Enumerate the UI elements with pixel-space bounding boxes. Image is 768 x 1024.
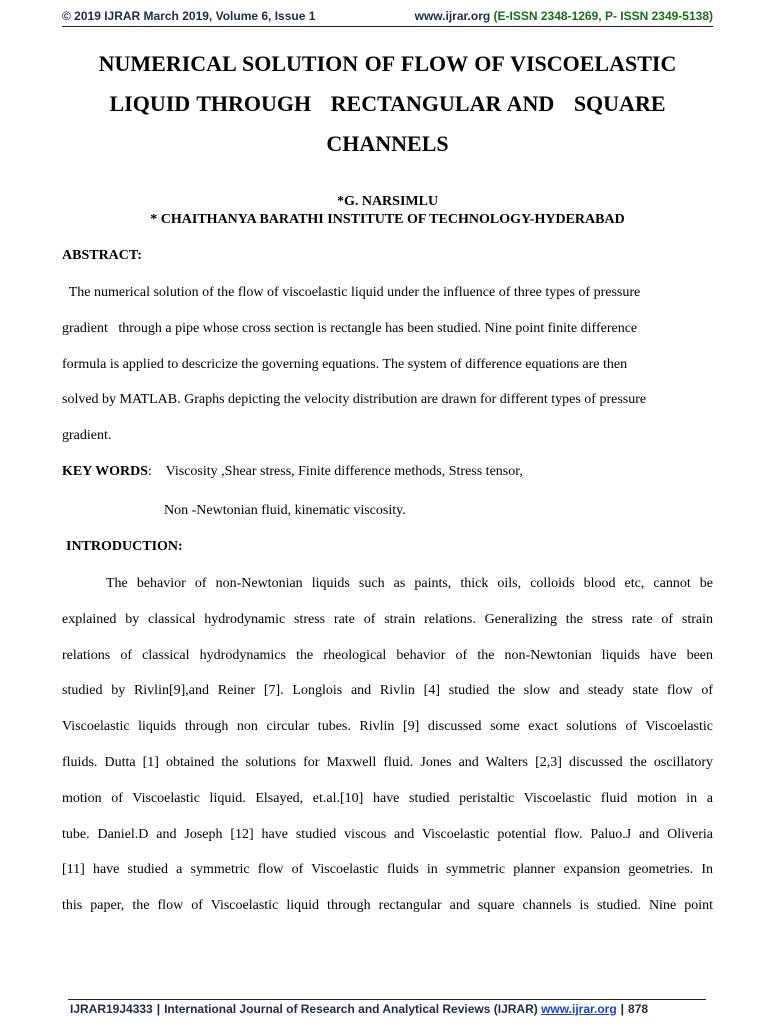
intro-line: explained by classical hydrodynamic stress rate of strain relations. Generalizing the stress rate of strain — [62, 611, 713, 627]
abstract-line: formula is applied to descricize the governing equations. The system of difference equations are then — [62, 356, 628, 372]
intro-line: motion of Viscoelastic liquid. Elsayed, et.al.[10] have studied peristaltic Viscoelastic fluid motion in a — [62, 790, 713, 806]
title-line-1: NUMERICAL SOLUTION OF FLOW OF VISCOELASTIC — [98, 51, 677, 76]
abstract-heading: ABSTRACT: — [62, 248, 142, 263]
intro-line: studied by Rivlin[9],and Reiner [7]. Longlois and Rivlin [4] studied the slow and steady state flow of — [62, 683, 713, 699]
author-name: *G. NARSIMLU — [336, 194, 439, 209]
footer-divider — [68, 999, 706, 1000]
abstract-line: gradient. — [62, 428, 112, 444]
header-site-link[interactable]: www.ijrar.org — [414, 9, 491, 23]
author-affiliation: * CHAITHANYA BARATHI INSTITUTE OF TECHNOLOGY-HYDERABAD — [150, 212, 625, 227]
abstract-line: The numerical solution of the flow of viscoelastic liquid under the influence of three types of pressure — [62, 285, 641, 300]
running-header — [62, 9, 713, 26]
author-block — [62, 193, 713, 229]
keywords-text-1: : Viscosity ,Shear stress, Finite difference methods, Stress tensor, — [147, 464, 523, 479]
intro-line: Viscoelastic liquids through non circular tubes. Rivlin [9] discussed some exact solutions of Viscoelastic — [62, 719, 713, 735]
intro-line: The behavior of non-Newtonian liquids such as paints, thick oils, colloids blood etc, cannot be — [106, 576, 713, 591]
title-line-3: CHANNELS — [326, 131, 449, 156]
footer-page-number: 878 — [628, 1002, 649, 1016]
intro-line: fluids. Dutta [1] obtained the solutions for Maxwell fluid. Jones and Walters [2,3] discussed the oscillatory — [62, 754, 713, 770]
intro-line: this paper, the flow of Viscoelastic liquid through rectangular and square channels is studied. Nine point — [62, 898, 713, 914]
intro-line: tube. Daniel.D and Joseph [12] have studied viscous and Viscoelastic potential flow. Paluo.J and Oliveria — [62, 826, 713, 842]
abstract-line: solved by MATLAB. Graphs depicting the velocity distribution are drawn for different types of pressure — [62, 392, 647, 408]
footer-site-link[interactable]: www.ijrar.org — [541, 1002, 617, 1016]
page-footer: IJRAR19J4333 | International Journal of Research and Analytical Reviews (IJRAR) www.ijrar.org | 878 — [70, 1002, 649, 1016]
journal-issue-info: © 2019 IJRAR March 2019, Volume 6, Issue 1 — [62, 9, 316, 23]
paper-title — [62, 44, 713, 164]
introduction-body — [62, 574, 713, 932]
header-site-issn — [415, 9, 713, 23]
title-line-2: LIQUID THROUGH RECTANGULAR AND SQUARE — [109, 91, 666, 116]
introduction-heading: INTRODUCTION: — [66, 539, 183, 554]
intro-line: relations of classical hydrodynamics the rheological behavior of the non-Newtonian liquids have been — [62, 647, 713, 663]
keywords-label: KEY WORDS — [62, 464, 148, 479]
abstract-line: gradient through a pipe whose cross section is rectangle has been studied. Nine point finite difference — [62, 320, 638, 336]
keywords-line-2: Non -Newtonian fluid, kinematic viscosity. — [164, 503, 406, 518]
header-divider — [62, 26, 713, 27]
keywords-line-1 — [62, 464, 523, 480]
abstract-body — [62, 283, 713, 462]
header-issn: (E-ISSN 2348-1269, P- ISSN 2349-5138) — [493, 9, 713, 23]
footer-journal-name: International Journal of Research and Analytical Reviews (IJRAR) — [164, 1002, 538, 1016]
footer-paper-id: IJRAR19J4333 — [70, 1002, 153, 1016]
intro-line: [11] have studied a symmetric flow of Viscoelastic fluids in symmetric planner expansion geometries. In — [62, 862, 713, 878]
